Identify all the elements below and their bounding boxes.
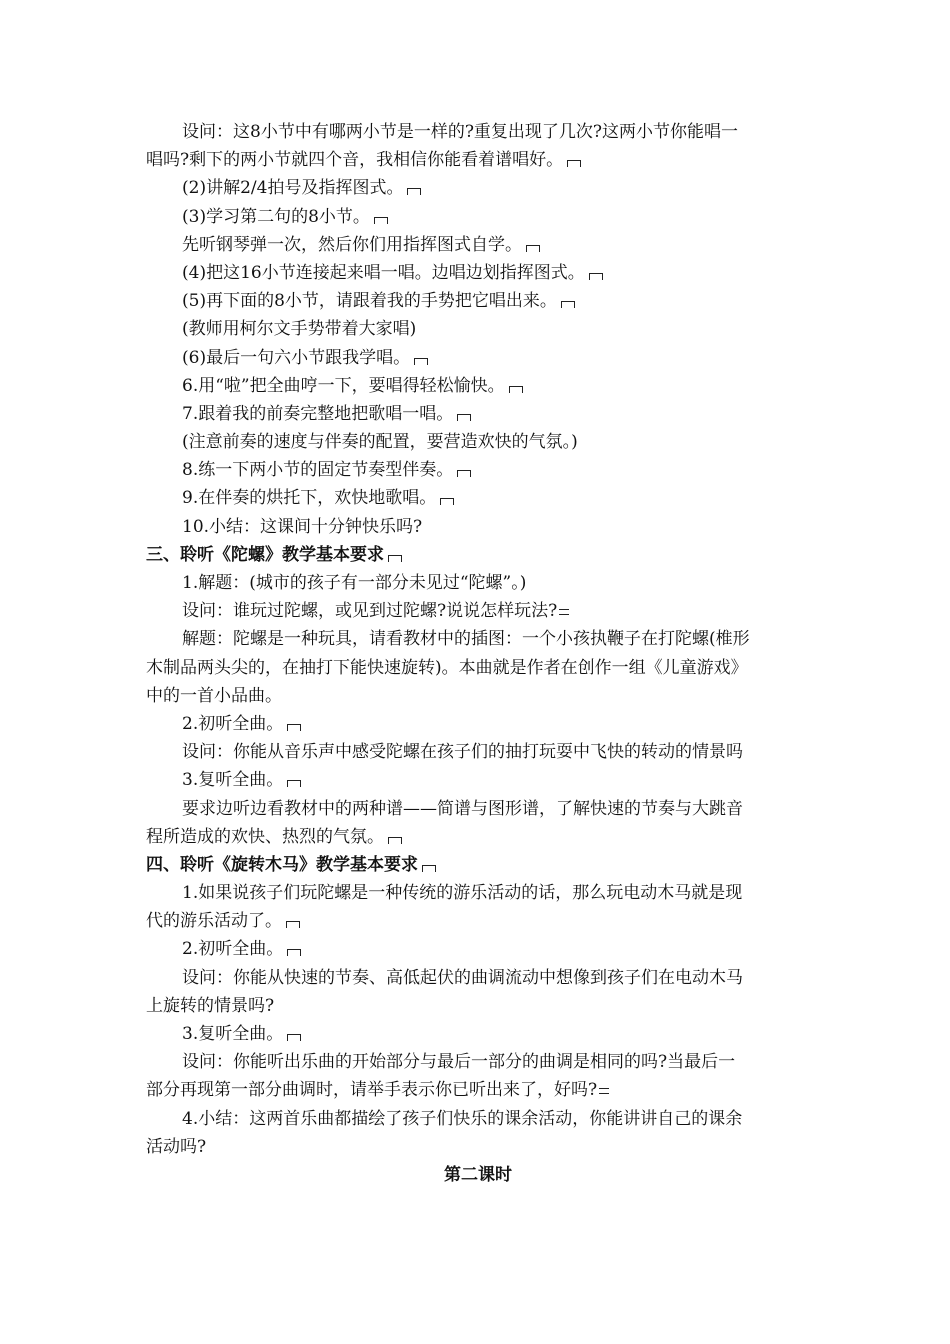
paragraph-mark-icon — [287, 949, 301, 956]
text-line — [146, 992, 810, 1020]
line-text: 设问：谁玩过陀螺，或见到过陀螺?说说怎样玩法? — [182, 601, 558, 622]
line-text: 木制品两头尖的，在抽打下能快速旋转)。本曲就是作者在创作一组《儿童游戏》 — [146, 657, 748, 678]
line-text: 10.小结：这课间十分钟快乐吗? — [182, 516, 423, 537]
text-line — [146, 766, 810, 794]
line-text: 活动吗? — [146, 1136, 207, 1157]
equals-mark-icon — [559, 609, 569, 615]
lesson-heading: 第二课时 — [444, 1164, 512, 1185]
line-text: 四、聆听《旋转木马》教学基本要求 — [146, 854, 418, 875]
text-line — [146, 118, 810, 146]
line-text: (教师用柯尔文手势带着大家唱) — [182, 319, 417, 340]
text-line — [146, 907, 810, 935]
paragraph-mark-icon — [561, 301, 575, 308]
line-text: 上旋转的情景吗? — [146, 995, 275, 1016]
line-text: 设问：你能从快速的节奏、高低起伏的曲调流动中想像到孩子们在电动木马 — [182, 967, 743, 988]
paragraph-mark-icon — [422, 865, 436, 872]
paragraph-mark-icon — [388, 555, 402, 562]
equals-mark-icon — [599, 1088, 609, 1094]
section-heading — [146, 541, 810, 569]
line-text: (2)讲解2/4拍号及指挥图式。 — [182, 178, 404, 199]
section-heading — [146, 851, 810, 879]
line-text: 设问：这8小节中有哪两小节是一样的?重复出现了几次?这两小节你能唱一 — [182, 122, 739, 142]
line-text: 6.用“啦”把全曲哼一下，要唱得轻松愉快。 — [182, 375, 505, 396]
text-line — [146, 795, 810, 823]
paragraph-mark-icon — [567, 160, 581, 167]
paragraph-mark-icon — [374, 217, 388, 224]
text-line — [146, 146, 810, 174]
line-text: 部分再现第一部分曲调时，请举手表示你已听出来了，好吗? — [146, 1080, 598, 1101]
line-text: 2.初听全曲。 — [182, 939, 284, 960]
text-line — [146, 682, 810, 710]
paragraph-mark-icon — [526, 245, 540, 252]
line-text: 要求边听边看教材中的两种谱——简谱与图形谱，了解快速的节奏与大跳音 — [182, 798, 743, 819]
paragraph-mark-icon — [388, 837, 402, 844]
line-text: 3.复听全曲。 — [182, 770, 284, 791]
text-line — [146, 456, 810, 484]
line-text: (3)学习第二句的8小节。 — [182, 206, 370, 227]
text-line — [146, 1076, 810, 1104]
text-line — [146, 203, 810, 231]
line-text: 9.在伴奏的烘托下，欢快地歌唱。 — [182, 488, 437, 509]
line-text: 设问：你能从音乐声中感受陀螺在孩子们的抽打玩耍中飞快的转动的情景吗 — [182, 742, 743, 763]
line-text: 4.小结：这两首乐曲都描绘了孩子们快乐的课余活动，你能讲讲自己的课余 — [182, 1108, 743, 1129]
paragraph-mark-icon — [287, 780, 301, 787]
line-text: 程所造成的欢快、热烈的气氛。 — [146, 826, 384, 847]
paragraph-mark-icon — [407, 188, 421, 195]
line-text: (6)最后一句六小节跟我学唱。 — [182, 347, 411, 368]
text-line — [146, 879, 810, 907]
text-line — [146, 174, 810, 202]
paragraph-mark-icon — [287, 1034, 301, 1041]
text-line — [146, 231, 810, 259]
text-line — [146, 259, 810, 287]
text-line — [146, 710, 810, 738]
line-text: 三、聆听《陀螺》教学基本要求 — [146, 544, 384, 565]
text-line — [146, 569, 810, 597]
text-line — [146, 315, 810, 343]
paragraph-mark-icon — [286, 921, 300, 928]
line-text: 唱吗?剩下的两小节就四个音，我相信你能看着谱唱好。 — [146, 150, 564, 171]
text-line — [146, 1133, 810, 1161]
document-body — [146, 118, 810, 1189]
text-line — [146, 625, 810, 653]
text-line — [146, 823, 810, 851]
paragraph-mark-icon — [287, 724, 301, 731]
paragraph-mark-icon — [440, 498, 454, 505]
text-line — [146, 400, 810, 428]
text-line — [146, 344, 810, 372]
text-line — [146, 1105, 810, 1133]
paragraph-mark-icon — [457, 414, 471, 421]
text-line — [146, 738, 810, 766]
line-text: 7.跟着我的前奏完整地把歌唱一唱。 — [182, 403, 454, 424]
text-line — [146, 372, 810, 400]
line-text: (5)再下面的8小节，请跟着我的手势把它唱出来。 — [182, 291, 557, 312]
text-line — [146, 597, 810, 625]
text-line — [146, 964, 810, 992]
line-text: 1.解题：(城市的孩子有一部分未见过“陀螺”。) — [182, 573, 527, 593]
line-text: (4)把这16小节连接起来唱一唱。边唱边划指挥图式。 — [182, 262, 585, 283]
line-text: 1.如果说孩子们玩陀螺是一种传统的游乐活动的话，那么玩电动木马就是现 — [182, 883, 743, 904]
line-text: 设问：你能听出乐曲的开始部分与最后一部分的曲调是相同的吗?当最后一 — [182, 1052, 736, 1073]
text-line — [146, 484, 810, 512]
paragraph-mark-icon — [457, 470, 471, 477]
line-text: 8.练一下两小节的固定节奏型伴奏。 — [182, 460, 454, 481]
text-line — [146, 654, 810, 682]
text-line — [146, 1048, 810, 1076]
line-text: 2.初听全曲。 — [182, 713, 284, 734]
text-line — [146, 1020, 810, 1048]
line-text: 代的游乐活动了。 — [146, 911, 282, 932]
line-text: 先听钢琴弹一次，然后你们用指挥图式自学。 — [182, 234, 522, 255]
line-text: 中的一首小品曲。 — [146, 685, 282, 706]
paragraph-mark-icon — [589, 273, 603, 280]
line-text: 3.复听全曲。 — [182, 1024, 284, 1044]
line-text: (注意前奏的速度与伴奏的配置，要营造欢快的气氛。) — [182, 432, 578, 453]
paragraph-mark-icon — [509, 386, 523, 393]
text-line — [146, 935, 810, 963]
text-line — [146, 428, 810, 456]
paragraph-mark-icon — [414, 358, 428, 365]
line-text: 解题：陀螺是一种玩具，请看教材中的插图：一个小孩执鞭子在打陀螺(椎形 — [182, 629, 750, 650]
text-line — [146, 287, 810, 315]
text-line — [146, 513, 810, 541]
